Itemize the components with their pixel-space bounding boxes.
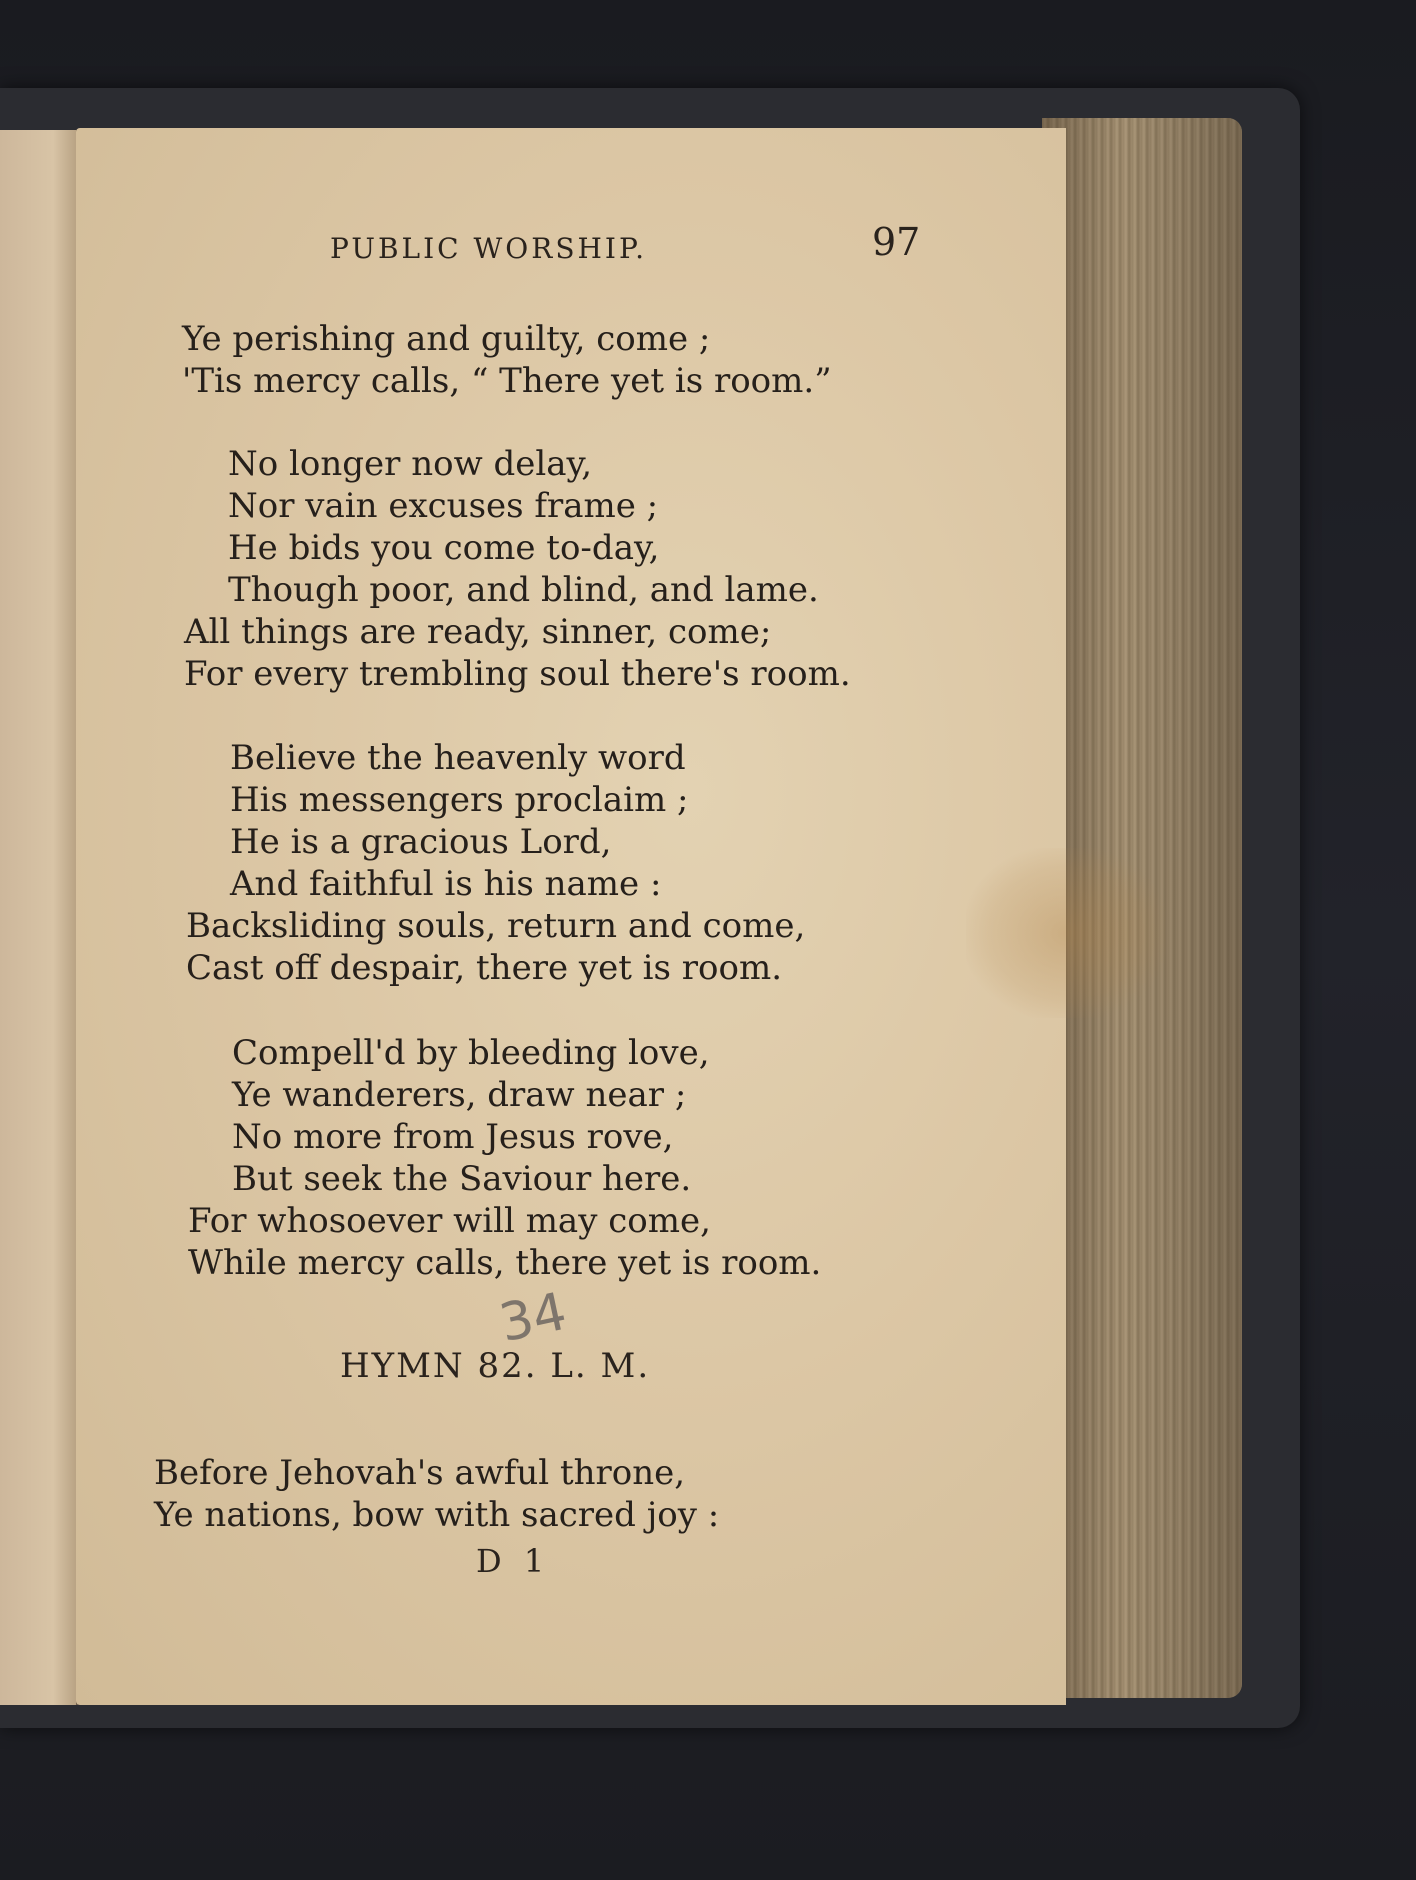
stanza-2 bbox=[184, 443, 851, 695]
verse-line: Compell'd by bleeding love, bbox=[232, 1033, 710, 1073]
left-page-edge bbox=[0, 130, 78, 1705]
verse-line: No longer now delay, bbox=[228, 444, 593, 484]
verse-line: 'Tis mercy calls, “ There yet is room.” bbox=[182, 361, 832, 401]
page-stain bbox=[966, 848, 1166, 1018]
verse-line: For every trembling soul there's room. bbox=[184, 654, 851, 694]
running-head: PUBLIC WORSHIP. bbox=[330, 232, 648, 265]
verse-line: While mercy calls, there yet is room. bbox=[188, 1243, 822, 1283]
verse-line: Nor vain excuses frame ; bbox=[228, 486, 659, 526]
verse-line: Believe the heavenly word bbox=[230, 738, 686, 778]
signature-mark: D 1 bbox=[476, 1542, 551, 1580]
stanza-4 bbox=[188, 1032, 821, 1284]
stanza-1 bbox=[182, 318, 832, 402]
verse-line: Ye perishing and guilty, come ; bbox=[182, 319, 711, 359]
verse-line: Though poor, and blind, and lame. bbox=[228, 570, 819, 610]
verse-line: But seek the Saviour here. bbox=[232, 1159, 692, 1199]
verse-line: And faithful is his name : bbox=[230, 864, 662, 904]
verse-line: His messengers proclaim ; bbox=[230, 780, 689, 820]
verse-line: He is a gracious Lord, bbox=[230, 822, 612, 862]
verse-line: Backsliding souls, return and come, bbox=[186, 906, 806, 946]
verse-line: Cast off despair, there yet is room. bbox=[186, 948, 783, 988]
stanza-3 bbox=[186, 737, 805, 989]
hymn-title: HYMN 82. L. M. bbox=[340, 1346, 651, 1386]
page-number: 97 bbox=[872, 220, 921, 264]
pencil-annotation: 34 bbox=[494, 1281, 572, 1355]
verse-line: Ye nations, bow with sacred joy : bbox=[154, 1495, 720, 1535]
verse-line: He bids you come to-day, bbox=[228, 528, 660, 568]
hymn-82-opening bbox=[154, 1452, 719, 1536]
verse-line: No more from Jesus rove, bbox=[232, 1117, 674, 1157]
verse-line: For whosoever will may come, bbox=[188, 1201, 711, 1241]
verse-line: Before Jehovah's awful throne, bbox=[154, 1453, 686, 1493]
verse-line: Ye wanderers, draw near ; bbox=[232, 1075, 687, 1115]
verse-line: All things are ready, sinner, come; bbox=[184, 612, 772, 652]
